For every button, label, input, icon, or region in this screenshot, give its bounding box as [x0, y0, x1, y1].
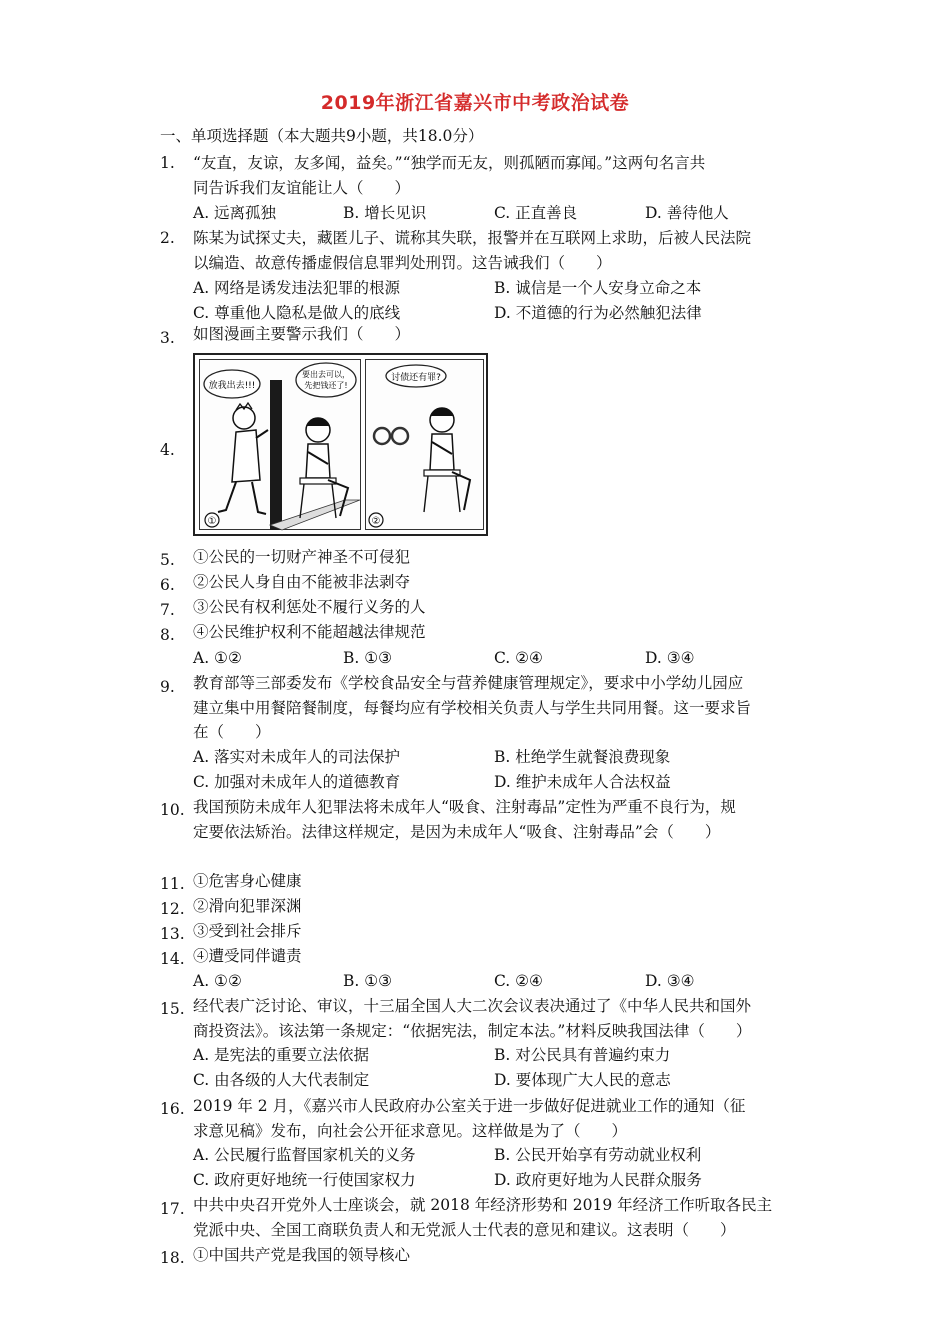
statement-item: ①中国共产党是我国的领导核心 — [193, 1246, 411, 1264]
option-a: A. 公民履行监督国家机关的义务 — [193, 1146, 416, 1164]
question-text-line: 陈某为试探丈夫，藏匿儿子、谎称其失联，报警并在互联网上求助，后被人民法院 — [193, 229, 752, 247]
question-number: 17. — [160, 1200, 185, 1218]
option-b: B. 对公民具有普遍约束力 — [494, 1046, 671, 1064]
option-c: C. 加强对未成年人的道德教育 — [193, 773, 401, 791]
statement-item: ④遭受同伴谴责 — [193, 947, 302, 965]
question-text-line: 我国预防未成年人犯罪法将未成年人“吸食、注射毒品”定性为严重不良行为，规 — [193, 798, 736, 816]
question-number: 2. — [160, 229, 175, 247]
question-number: 12. — [160, 900, 185, 918]
panel-label-2: ② — [371, 516, 381, 527]
statement-item: ④公民维护权利不能超越法律规范 — [193, 623, 426, 641]
option-c: C. ②④ — [494, 972, 543, 990]
option-b: B. ①③ — [343, 972, 393, 990]
question-text-line: 经代表广泛讨论、审议，十三届全国人大二次会议表决通过了《中华人民共和国外 — [193, 997, 752, 1015]
question-text-line: 如图漫画主要警示我们（ ） — [193, 325, 411, 343]
option-a: A. 网络是诱发违法犯罪的根源 — [193, 279, 401, 297]
question-number: 11. — [160, 875, 185, 893]
question-text-line: 商投资法》。该法第一条规定：“依据宪法，制定本法。”材料反映我国法律（ ） — [193, 1022, 752, 1040]
option-c: C. 尊重他人隐私是做人的底线 — [193, 304, 401, 322]
option-a: A. 落实对未成年人的司法保护 — [193, 748, 401, 766]
option-a: A. 远离孤独 — [193, 204, 277, 222]
option-d: D. 政府更好地为人民群众服务 — [494, 1171, 702, 1189]
section-heading: 一、单项选择题（本大题共9小题，共18.0分） — [160, 127, 484, 145]
statement-item: ①公民的一切财产神圣不可侵犯 — [193, 548, 411, 566]
panel-label-1: ① — [207, 516, 217, 527]
question-text-line: 定要依法矫治。法律这样规定，是因为未成年人“吸食、注射毒品”会（ ） — [193, 823, 721, 841]
question-text-line: 中共中央召开党外人士座谈会，就 2018 年经济形势和 2019 年经济工作听取各民主 — [193, 1196, 773, 1214]
statement-item: ③公民有权利惩处不履行义务的人 — [193, 598, 426, 616]
question-number: 1. — [160, 154, 175, 172]
question-text-line: 党派中央、全国工商联负责人和无党派人士代表的意见和建议。这表明（ ） — [193, 1221, 736, 1239]
question-number: 5. — [160, 551, 175, 569]
option-c: C. 正直善良 — [494, 204, 578, 222]
option-d: D. ③④ — [645, 649, 695, 667]
statement-item: ②滑向犯罪深渊 — [193, 897, 302, 915]
bubble-text-3: 讨债还有罪? — [391, 373, 441, 383]
question-text-line: 建立集中用餐陪餐制度，每餐均应有学校相关负责人与学生共同用餐。这一要求旨 — [193, 699, 752, 717]
option-c: C. 由各级的人大代表制定 — [193, 1071, 370, 1089]
question-number: 18. — [160, 1249, 185, 1267]
exam-title: 2019年浙江省嘉兴市中考政治试卷 — [320, 92, 630, 114]
question-number: 10. — [160, 801, 185, 819]
question-text-line: 以编造、故意传播虚假信息罪判处刑罚。这告诫我们（ ） — [193, 254, 612, 272]
option-d: D. 善待他人 — [645, 204, 729, 222]
option-c: C. 政府更好地统一行使国家权力 — [193, 1171, 416, 1189]
option-a: A. 是宪法的重要立法依据 — [193, 1046, 370, 1064]
question-number: 7. — [160, 601, 175, 619]
option-d: D. ③④ — [645, 972, 695, 990]
question-text-line: “友直，友谅，友多闻，益矣。”“独学而无友，则孤陋而寡闻。”这两句名言共 — [193, 154, 706, 172]
question-number: 4. — [160, 441, 175, 459]
option-b: B. 增长见识 — [343, 204, 427, 222]
bubble-text-1: 放我出去!!! — [208, 381, 256, 391]
statement-item: ②公民人身自由不能被非法剥夺 — [193, 573, 411, 591]
option-d: D. 维护未成年人合法权益 — [494, 773, 671, 791]
question-number: 8. — [160, 626, 175, 644]
cartoon-panel-1 — [199, 359, 361, 530]
option-b: B. 杜绝学生就餐浪费现象 — [494, 748, 671, 766]
cartoon-panel-2 — [365, 359, 484, 530]
question-text-line: 求意见稿》发布，向社会公开征求意见。这样做是为了（ ） — [193, 1122, 628, 1140]
question-number: 16. — [160, 1100, 185, 1118]
option-d: D. 不道德的行为必然触犯法律 — [494, 304, 702, 322]
question-text-line: 在（ ） — [193, 723, 271, 741]
option-c: C. ②④ — [494, 649, 543, 667]
option-a: A. ①② — [193, 649, 242, 667]
option-b: B. 诚信是一个人安身立命之本 — [494, 279, 702, 297]
question-text-line: 2019 年 2 月，《嘉兴市人民政府办公室关于进一步做好促进就业工作的通知（征 — [193, 1097, 746, 1115]
question-number: 15. — [160, 1000, 185, 1018]
svg-text:要出去可以，: 要出去可以， — [302, 370, 350, 379]
question-text-line: 教育部等三部委发布《学校食品安全与营养健康管理规定》，要求中小学幼儿园应 — [193, 674, 744, 692]
question-text-line: 同告诉我们友谊能让人（ ） — [193, 179, 411, 197]
option-b: B. 公民开始享有劳动就业权利 — [494, 1146, 702, 1164]
question-number: 13. — [160, 925, 185, 943]
question-number: 9. — [160, 678, 175, 696]
svg-text:先把钱还了!: 先把钱还了! — [304, 381, 348, 390]
option-a: A. ①② — [193, 972, 242, 990]
statement-item: ③受到社会排斥 — [193, 922, 302, 940]
question-number: 14. — [160, 950, 185, 968]
cartoon-illustration — [193, 353, 488, 536]
option-d: D. 要体现广大人民的意志 — [494, 1071, 671, 1089]
option-b: B. ①③ — [343, 649, 393, 667]
statement-item: ①危害身心健康 — [193, 872, 302, 890]
question-number: 3. — [160, 329, 175, 347]
question-number: 6. — [160, 576, 175, 594]
